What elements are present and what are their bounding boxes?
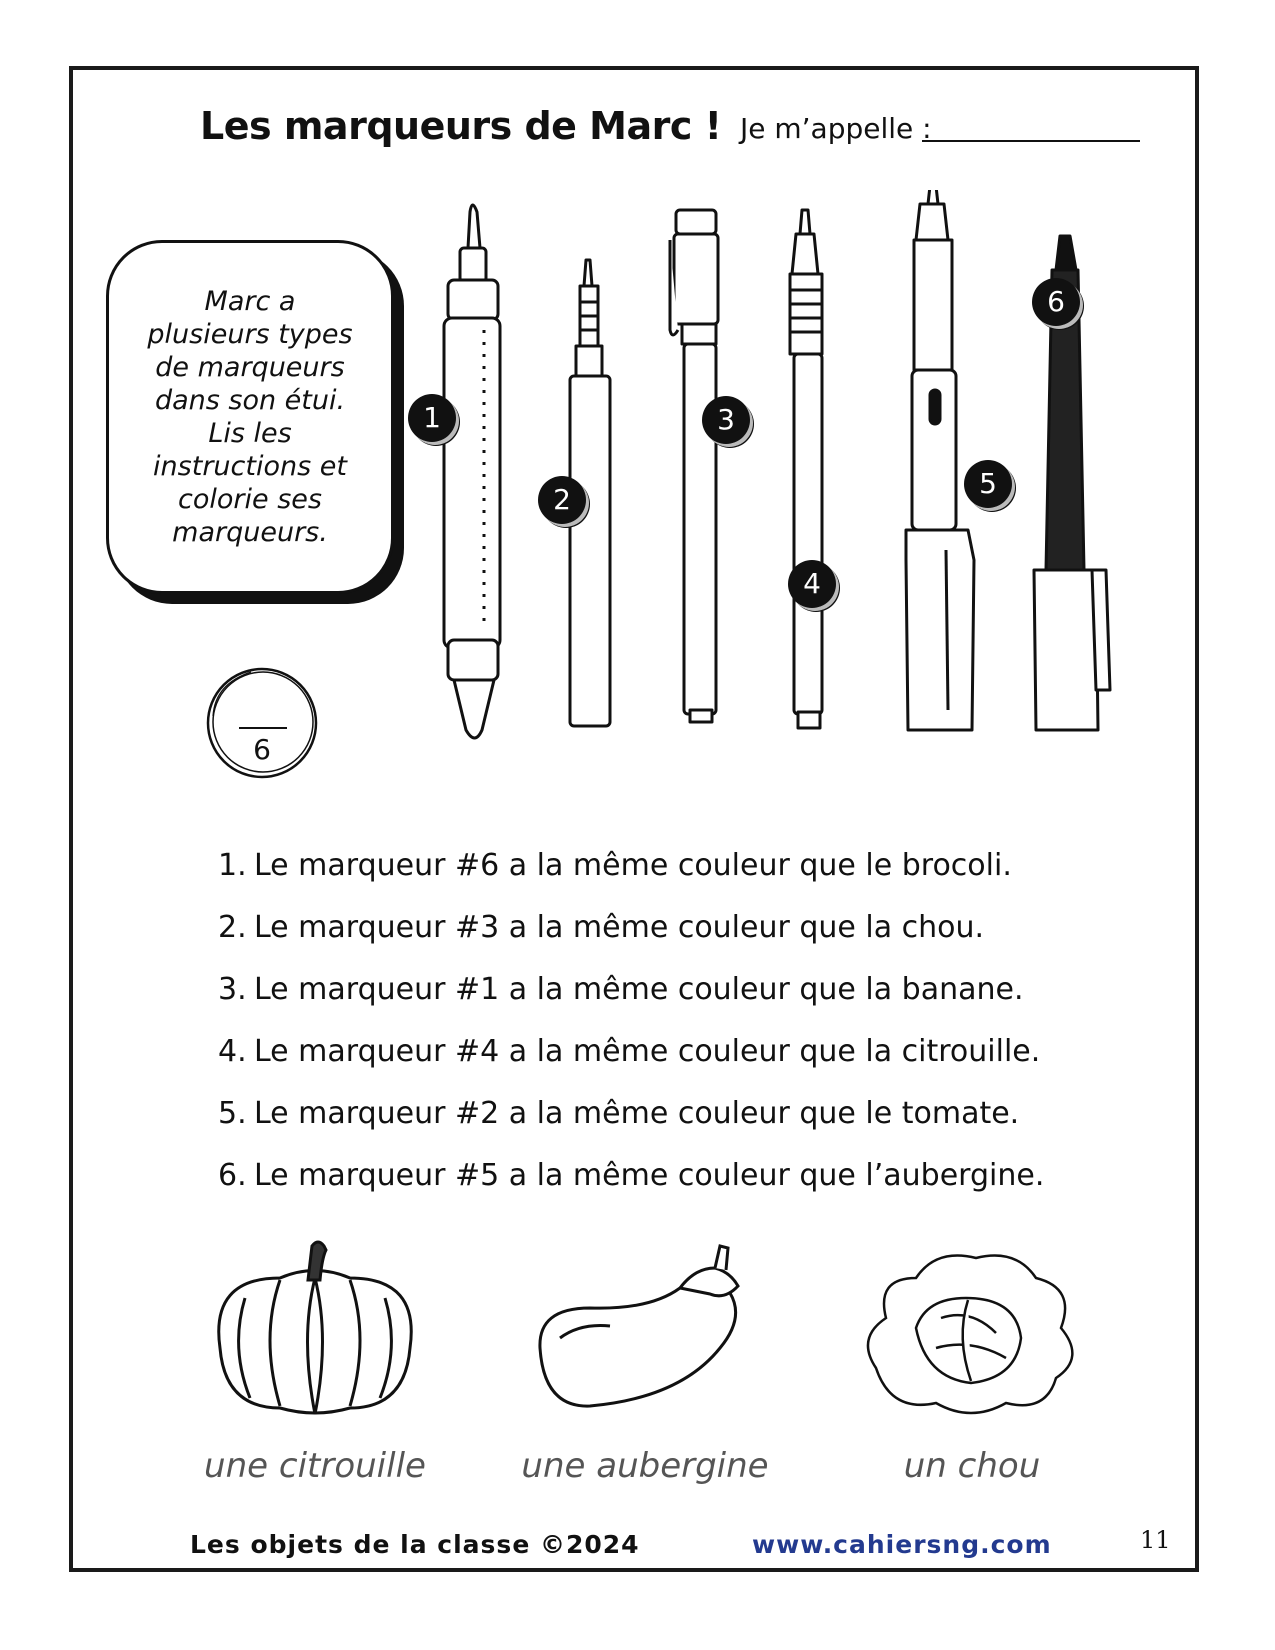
vegetable-label: un chou	[903, 1446, 1041, 1486]
instruction-text: Le marqueur #3 a la même couleur que la chou.	[254, 910, 985, 945]
instruction-text: Le marqueur #2 a la même couleur que le tomate.	[254, 1096, 1020, 1131]
instruction-item	[218, 908, 1044, 970]
eggplant-icon	[530, 1238, 760, 1423]
marker-badge-6: 6	[1032, 278, 1080, 326]
page-number: 11	[1140, 1526, 1171, 1554]
vegetable-label: une aubergine	[521, 1446, 769, 1486]
instruction-number: 6.	[218, 1158, 247, 1193]
name-label: Je m’appelle :	[740, 112, 932, 145]
instruction-text: Le marqueur #6 a la même couleur que le brocoli.	[254, 848, 1012, 883]
worksheet-title: Les marqueurs de Marc !	[200, 104, 722, 148]
instruction-bubble	[106, 240, 394, 594]
instruction-item	[218, 970, 1044, 1032]
instruction-item	[218, 1094, 1044, 1156]
footer-url-link[interactable]: www.cahiersng.com	[752, 1530, 1052, 1559]
instruction-number: 3.	[218, 972, 247, 1007]
instruction-text: Le marqueur #5 a la même couleur que l’aubergine.	[254, 1158, 1045, 1193]
bubble-text: Marc a plusieurs types de marqueurs dans son étui. Lis les instructions et colorie ses marqueurs.	[147, 286, 353, 548]
instruction-item	[218, 846, 1044, 908]
instruction-list	[218, 846, 1044, 1218]
instruction-text: Le marqueur #4 a la même couleur que la citrouille.	[254, 1034, 1041, 1069]
instruction-number: 4.	[218, 1034, 247, 1069]
marker-3-icon	[670, 210, 718, 722]
score-denominator: 6	[253, 733, 271, 766]
pumpkin-icon	[200, 1238, 430, 1423]
marker-badge-4: 4	[788, 560, 836, 608]
marker-badge-1: 1	[408, 394, 456, 442]
marker-4-icon	[790, 210, 822, 728]
instruction-number: 2.	[218, 910, 247, 945]
footer-copyright: Les objets de la classe ©2024	[190, 1530, 640, 1559]
marker-badge-3: 3	[702, 396, 750, 444]
marker-5-icon	[906, 190, 974, 730]
marker-badge-5: 5	[964, 460, 1012, 508]
instruction-text: Le marqueur #1 a la même couleur que la banane.	[254, 972, 1024, 1007]
cabbage-icon	[856, 1238, 1086, 1423]
name-line[interactable]	[922, 140, 1140, 142]
instruction-item	[218, 1032, 1044, 1094]
instruction-number: 1.	[218, 848, 247, 883]
marker-1-icon	[444, 205, 500, 738]
instruction-item	[218, 1156, 1044, 1218]
vegetable-label: une citrouille	[204, 1446, 426, 1486]
instruction-number: 5.	[218, 1096, 247, 1131]
marker-badge-2: 2	[538, 476, 586, 524]
